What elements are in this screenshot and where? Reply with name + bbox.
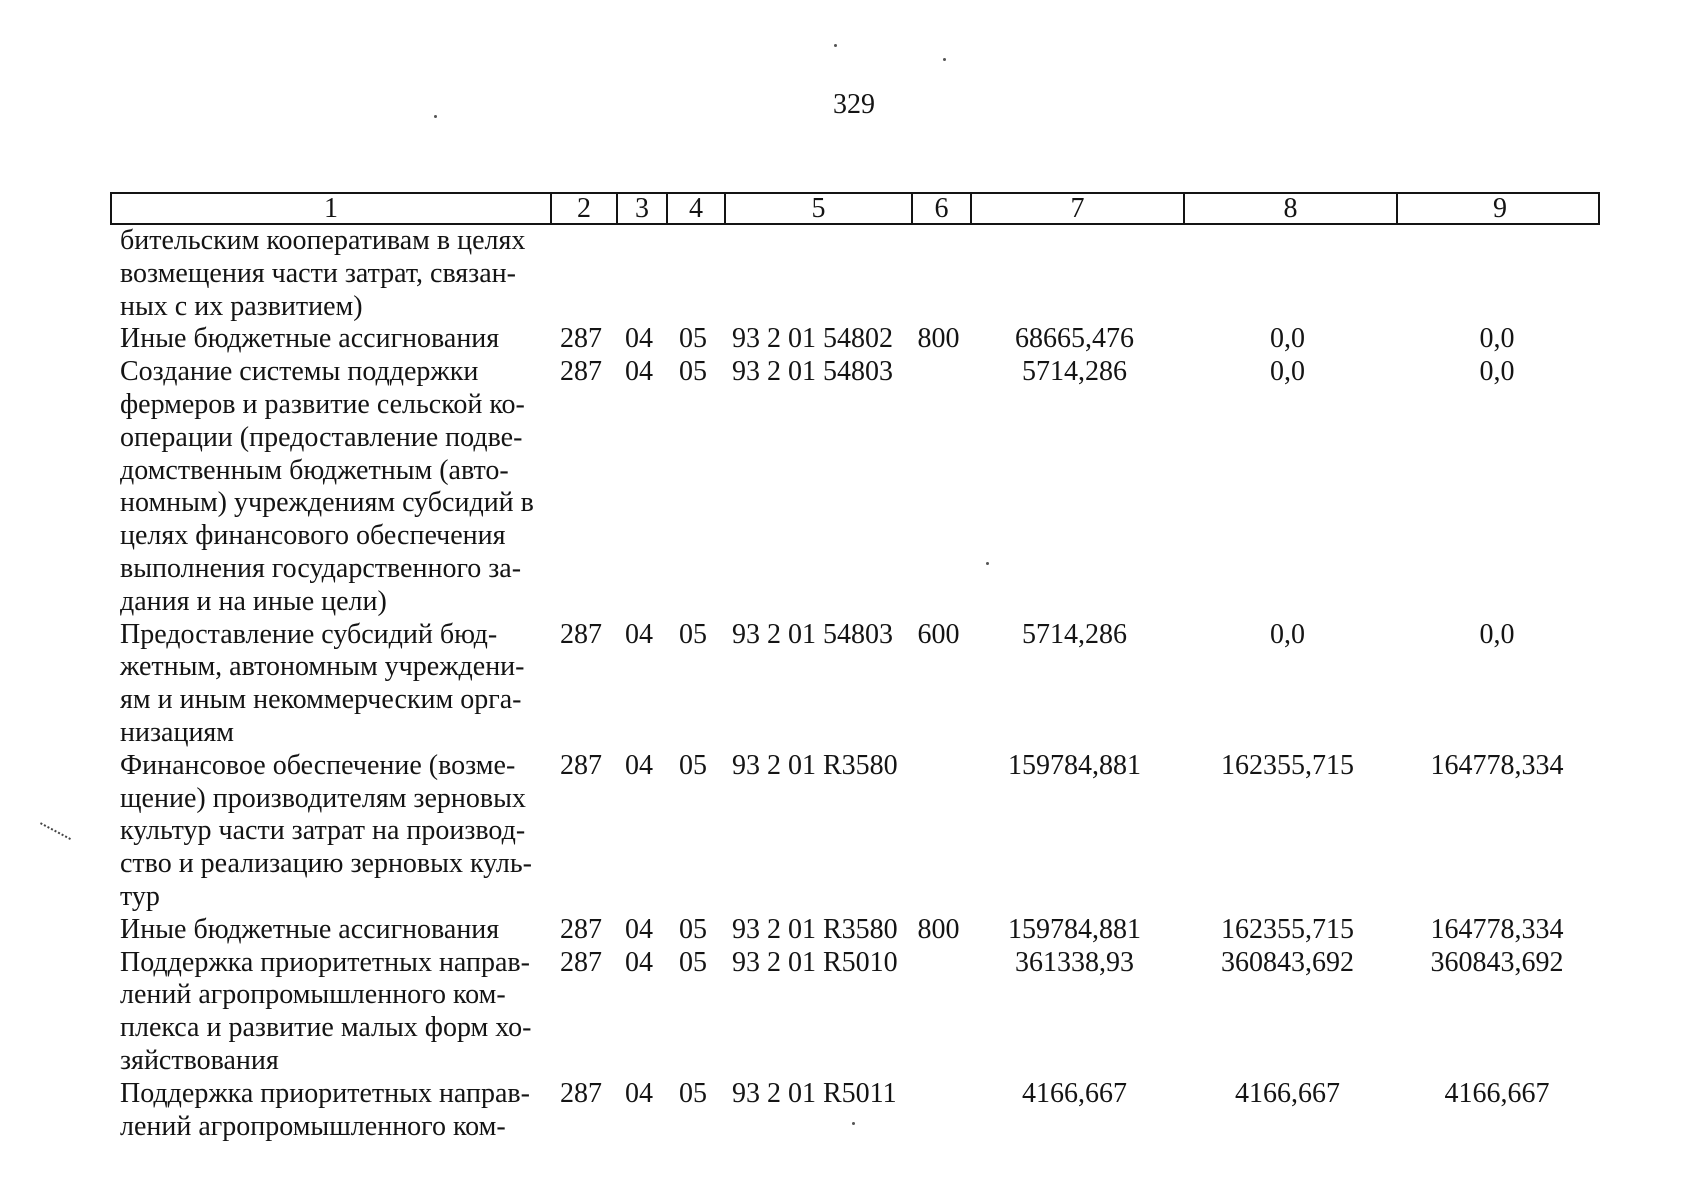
table-header bbox=[110, 192, 1600, 225]
scan-speck bbox=[434, 115, 437, 118]
cell-target-article: 93 2 01 R3580 bbox=[732, 749, 898, 781]
cell-target-article: 93 2 01 54802 bbox=[732, 323, 893, 355]
cell-admin-code: 287 bbox=[560, 323, 602, 355]
cell-section bbox=[614, 225, 664, 323]
cell-amount-col9: 164778,334 bbox=[1430, 913, 1564, 945]
row-description: Финансовое обеспечение (возме- щение) производителям зерновых культур части затрат на производ- ство и реализацию зерновых куль- тур bbox=[120, 749, 533, 912]
cell-admin-code bbox=[548, 225, 614, 323]
cell-amount-col9: 0,0 bbox=[1479, 323, 1515, 355]
cell-target-article: 93 2 01 54803 bbox=[732, 356, 893, 388]
cell-subsection: 05 bbox=[679, 946, 707, 978]
table-row bbox=[110, 914, 1600, 947]
cell-amount-col7: 361338,93 bbox=[1015, 946, 1134, 978]
table-row bbox=[110, 1078, 1600, 1144]
header-col-8: 8 bbox=[1183, 194, 1396, 224]
header-col-4: 4 bbox=[666, 194, 724, 224]
cell-expense-type: 800 bbox=[917, 913, 960, 945]
cell-subsection: 05 bbox=[679, 356, 707, 388]
cell-amount-col7: 159784,881 bbox=[1008, 913, 1141, 945]
cell-target-article: 93 2 01 R3580 bbox=[732, 913, 898, 945]
cell-section: 04 bbox=[625, 1077, 653, 1109]
cell-expense-type bbox=[909, 947, 968, 1078]
cell-section: 04 bbox=[625, 749, 653, 781]
cell-amount-col9: 164778,334 bbox=[1430, 749, 1564, 781]
row-description: Предоставление субсидий бюд- жетным, автономным учреждени- ям и иным некоммерческим орга- низациям bbox=[120, 618, 525, 748]
cell-target-article: 93 2 01 54803 bbox=[732, 618, 893, 650]
table-row bbox=[110, 619, 1600, 750]
cell-subsection: 05 bbox=[679, 1077, 707, 1109]
cell-subsection: 05 bbox=[679, 618, 707, 650]
row-description: Создание системы поддержки фермеров и развитие сельской ко- операции (предоставление подве- домственным бюджетным (авто- номным) учреждениям субсидий в целях финансового обеспечения выполнения государственного за- дания и на иные цели) bbox=[120, 356, 534, 617]
cell-target-article: 93 2 01 R5010 bbox=[732, 946, 898, 978]
row-description: Иные бюджетные ассигнования bbox=[120, 913, 500, 945]
cell-section: 04 bbox=[625, 356, 653, 388]
cell-admin-code: 287 bbox=[560, 749, 602, 781]
margin-mark bbox=[39, 822, 71, 841]
header-col-9: 9 bbox=[1396, 194, 1602, 224]
cell-amount-col8: 360843,692 bbox=[1221, 946, 1354, 978]
cell-section: 04 bbox=[625, 913, 653, 945]
cell-section: 04 bbox=[625, 618, 653, 650]
cell-expense-type bbox=[909, 750, 968, 914]
cell-admin-code: 287 bbox=[560, 1077, 602, 1109]
budget-table bbox=[110, 192, 1600, 1143]
cell-amount-col7: 68665,476 bbox=[1015, 323, 1134, 355]
header-col-6: 6 bbox=[911, 194, 970, 224]
cell-amount-col7: 5714,286 bbox=[1022, 618, 1127, 650]
cell-amount-col7 bbox=[968, 225, 1181, 323]
cell-admin-code: 287 bbox=[560, 618, 602, 650]
table-row bbox=[110, 225, 1600, 323]
row-description: Иные бюджетные ассигнования bbox=[120, 323, 500, 355]
cell-subsection: 05 bbox=[679, 323, 707, 355]
table-row bbox=[110, 750, 1600, 914]
header-col-3: 3 bbox=[616, 194, 666, 224]
cell-admin-code: 287 bbox=[560, 913, 602, 945]
cell-expense-type bbox=[909, 225, 968, 323]
cell-subsection: 05 bbox=[679, 913, 707, 945]
cell-amount-col8 bbox=[1181, 225, 1394, 323]
cell-admin-code: 287 bbox=[560, 946, 602, 978]
header-col-5: 5 bbox=[724, 194, 911, 224]
scan-speck bbox=[834, 44, 837, 47]
cell-amount-col8: 0,0 bbox=[1270, 618, 1305, 650]
cell-amount-col7: 5714,286 bbox=[1022, 356, 1127, 388]
cell-amount-col9 bbox=[1394, 225, 1600, 323]
cell-amount-col8: 0,0 bbox=[1270, 356, 1305, 388]
cell-amount-col7: 4166,667 bbox=[1022, 1077, 1127, 1109]
cell-expense-type: 600 bbox=[917, 618, 960, 650]
cell-subsection bbox=[664, 225, 722, 323]
header-col-1: 1 bbox=[324, 193, 338, 224]
cell-target-article: 93 2 01 R5011 bbox=[732, 1077, 897, 1109]
cell-amount-col9: 360843,692 bbox=[1430, 946, 1564, 978]
scan-speck bbox=[943, 58, 946, 61]
cell-admin-code: 287 bbox=[560, 356, 602, 388]
cell-expense-type bbox=[909, 356, 968, 618]
cell-amount-col8: 162355,715 bbox=[1221, 913, 1354, 945]
cell-expense-type bbox=[909, 1078, 968, 1144]
cell-amount-col8: 4166,667 bbox=[1235, 1077, 1340, 1109]
header-col-7: 7 bbox=[970, 194, 1183, 224]
row-description: Поддержка приоритетных направ- лений агропромышленного ком- bbox=[120, 1077, 530, 1142]
header-col-2: 2 bbox=[550, 194, 616, 224]
cell-amount-col8: 162355,715 bbox=[1221, 749, 1354, 781]
table-row bbox=[110, 356, 1600, 618]
cell-section: 04 bbox=[625, 946, 653, 978]
cell-amount-col9: 4166,667 bbox=[1444, 1077, 1550, 1109]
row-description: бительским кооперативам в целях возмещения части затрат, связан- ных с их развитием) bbox=[120, 225, 526, 322]
cell-target-article bbox=[722, 225, 909, 323]
scan-speck bbox=[986, 562, 989, 565]
cell-subsection: 05 bbox=[679, 749, 707, 781]
cell-amount-col7: 159784,881 bbox=[1008, 749, 1141, 781]
table-row bbox=[110, 947, 1600, 1078]
cell-section: 04 bbox=[625, 323, 653, 355]
cell-amount-col9: 0,0 bbox=[1479, 618, 1515, 650]
cell-amount-col8: 0,0 bbox=[1270, 323, 1305, 355]
cell-amount-col9: 0,0 bbox=[1479, 356, 1515, 388]
page-number: 329 bbox=[833, 89, 875, 120]
table-row bbox=[110, 323, 1600, 356]
cell-expense-type: 800 bbox=[917, 323, 960, 355]
scan-speck bbox=[852, 1122, 855, 1125]
row-description: Поддержка приоритетных направ- лений агропромышленного ком- плекса и развитие малых форм хо- зяйствования bbox=[120, 946, 532, 1076]
